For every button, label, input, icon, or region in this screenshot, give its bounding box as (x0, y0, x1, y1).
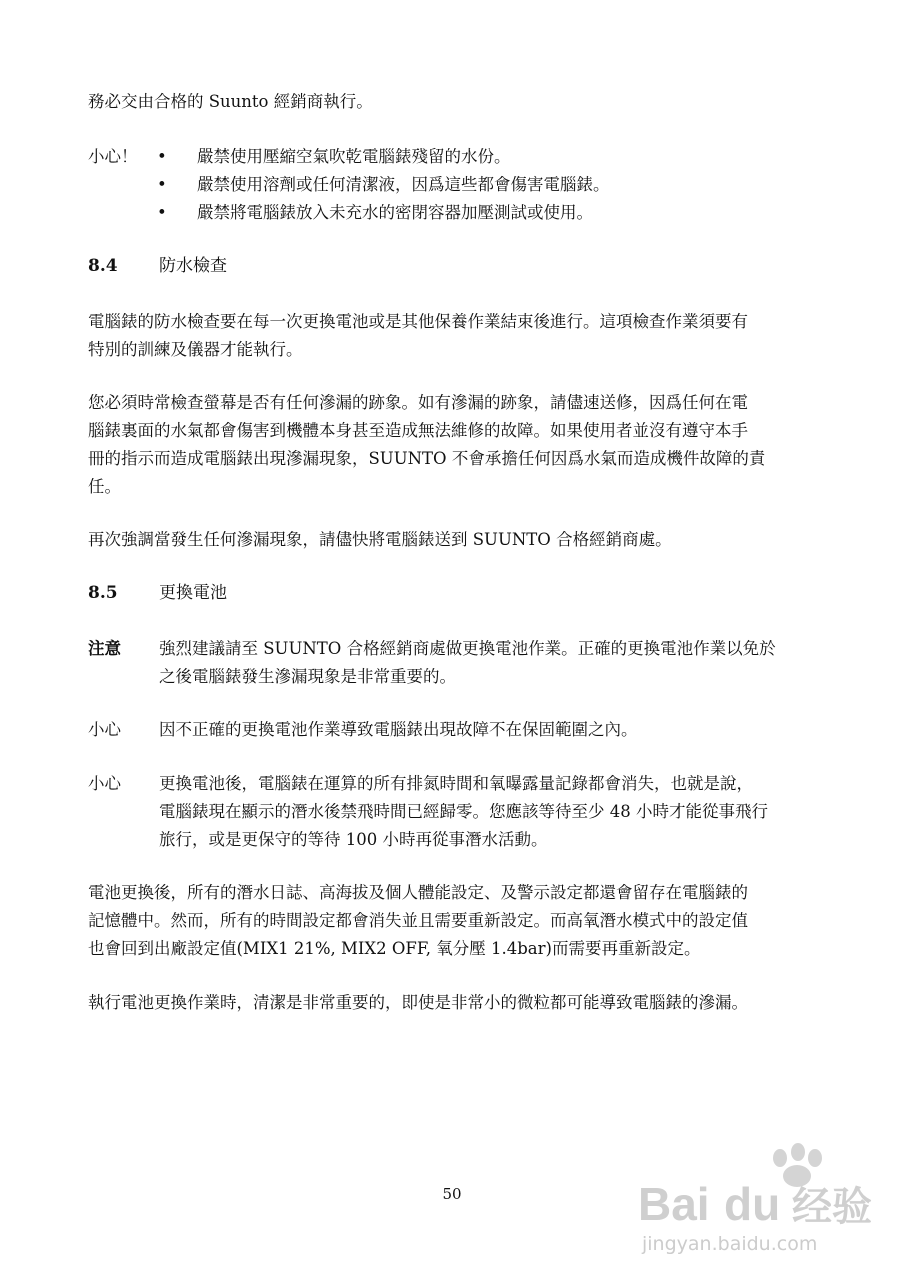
caution-label: 小心 (88, 774, 121, 793)
paw-icon (773, 1143, 822, 1187)
watermark-logo: Bai (638, 1178, 710, 1230)
section-number: 8.4 (88, 256, 118, 276)
continuation-line: 務必交由合格的 Suunto 經銷商執行。 (88, 92, 373, 111)
paragraph-line: 特別的訓練及儀器才能執行。 (88, 340, 303, 359)
note-line: 強烈建議請至 SUUNTO 合格經銷商處做更換電池作業。正確的更換電池作業以免於 (159, 639, 776, 658)
caution-line: 因不正確的更換電池作業導致電腦錶出現故障不在保固範圍之內。 (159, 720, 638, 739)
section-number: 8.5 (88, 583, 118, 603)
caution-line: 更換電池後，電腦錶在運算的所有排氮時間和氧曝露量記錄都會消失，也就是說， (159, 774, 753, 793)
note-label: 注意 (88, 639, 121, 658)
paragraph-line: 記憶體中。然而，所有的時間設定都會消失並且需要重新設定。而高氧潛水模式中的設定值 (88, 911, 748, 930)
section-heading-8-5 (88, 580, 388, 607)
caution-line: 電腦錶現在顯示的潛水後禁飛時間已經歸零。您應該等待至少 48 小時才能從事飛行 (159, 802, 768, 821)
caution-label: 小心！ (88, 147, 138, 166)
paragraph-line: 腦錶裏面的水氣都會傷害到機體本身甚至造成無法維修的故障。如果使用者並沒有遵守本手 (88, 421, 748, 440)
section-title: 防水檢查 (159, 256, 227, 276)
paragraph-line: 電池更換後，所有的潛水日誌、高海拔及個人體能設定、及警示設定都還會留存在電腦錶的 (88, 883, 748, 902)
bullet-icon: • (157, 175, 167, 194)
baidu-jingyan-watermark (632, 1140, 882, 1260)
paragraph-line: 也會回到出廠設定值(MIX1 21%, MIX2 OFF, 氧分壓 1.4bar)而需要再重新設定。 (88, 939, 701, 958)
caution-item: 嚴禁使用溶劑或任何清潔液，因爲這些都會傷害電腦錶。 (197, 175, 610, 194)
paragraph-line: 冊的指示而造成電腦錶出現滲漏現象，SUUNTO 不會承擔任何因爲水氣而造成機件故障的責 (88, 449, 766, 468)
bullet-icon: • (157, 147, 167, 166)
section-heading-8-4 (88, 253, 388, 280)
note-line: 之後電腦錶發生滲漏現象是非常重要的。 (159, 667, 456, 686)
paragraph-line: 任。 (88, 477, 121, 496)
bullet-icon: • (157, 203, 167, 222)
svg-text:经验: 经验 (792, 1184, 872, 1230)
paragraph-line: 您必須時常檢查螢幕是否有任何滲漏的跡象。如有滲漏的跡象，請儘速送修，因爲任何在電 (88, 393, 748, 412)
caution-line: 旅行，或是更保守的等待 100 小時再從事潛水活動。 (159, 830, 548, 849)
section-title: 更換電池 (159, 583, 227, 603)
page-number: 50 (442, 1185, 462, 1203)
paragraph-line: 電腦錶的防水檢查要在每一次更換電池或是其他保養作業結束後進行。這項檢查作業須要有 (88, 312, 748, 331)
caution-item: 嚴禁將電腦錶放入未充水的密閉容器加壓測試或使用。 (197, 203, 593, 222)
caution-item: 嚴禁使用壓縮空氣吹乾電腦錶殘留的水份。 (197, 147, 511, 166)
caution-label: 小心 (88, 720, 121, 739)
paragraph-line: 執行電池更換作業時，清潔是非常重要的，即使是非常小的微粒都可能導致電腦錶的滲漏。 (88, 993, 748, 1012)
paragraph-line: 再次強調當發生任何滲漏現象，請儘快將電腦錶送到 SUUNTO 合格經銷商處。 (88, 530, 672, 549)
watermark-url: jingyan.baidu.com (642, 1233, 818, 1255)
svg-text:du: du (724, 1178, 781, 1230)
